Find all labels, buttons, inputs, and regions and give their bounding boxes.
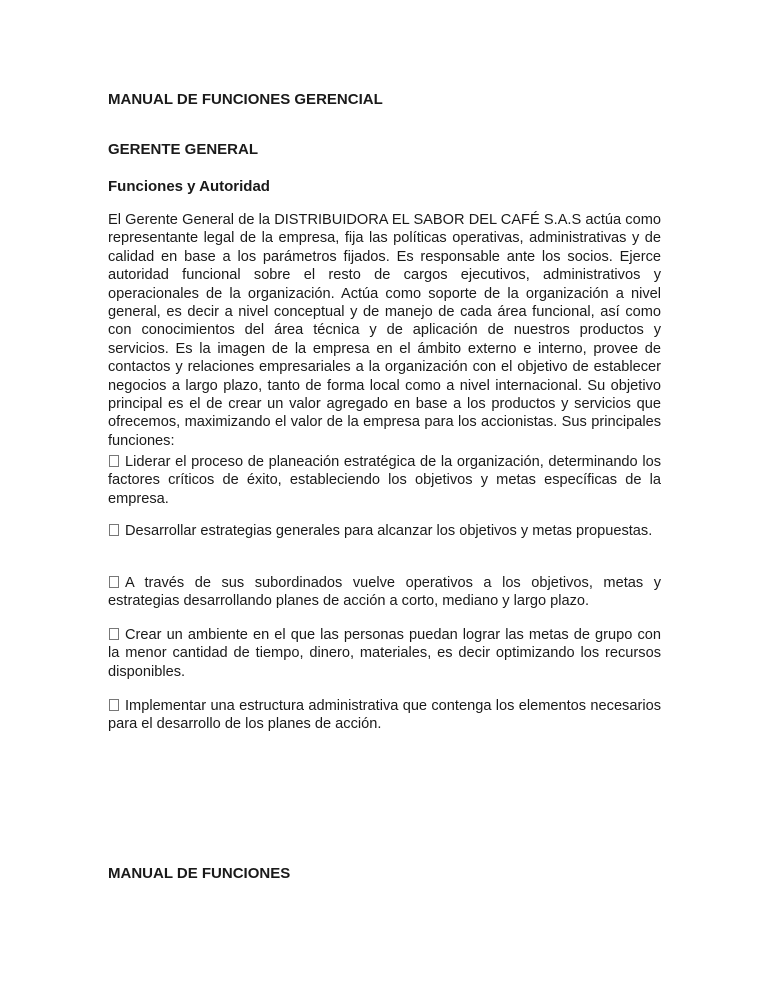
- function-text: Crear un ambiente en el que las personas puedan lograr las metas de grupo con la menor cantidad de tiempo, dinero, materiales, es decir optimizando los recursos disponibles.: [108, 627, 661, 680]
- bullet-glyph-icon: [109, 628, 119, 640]
- function-text: Desarrollar estrategias generales para alcanzar los objetivos y metas propuestas.: [125, 523, 653, 539]
- bullet-glyph-icon: [109, 455, 119, 467]
- role-heading: GERENTE GENERAL: [108, 141, 259, 158]
- function-item: [108, 453, 661, 508]
- next-section-heading: MANUAL DE FUNCIONES: [108, 865, 291, 882]
- bullet-glyph-icon: [109, 524, 119, 536]
- bullet-glyph-icon: [109, 699, 119, 711]
- function-item: [108, 697, 661, 734]
- function-text: A través de sus subordinados vuelve operativos a los objetivos, metas y estrategias desarrollando planes de acción a corto, mediano y largo plazo.: [108, 575, 661, 610]
- function-item: [108, 574, 661, 611]
- document-title: MANUAL DE FUNCIONES GERENCIAL: [108, 91, 383, 108]
- function-item: [108, 626, 661, 681]
- function-item: [108, 522, 661, 540]
- function-text: Implementar una estructura administrativa que contenga los elementos necesarios para el desarrollo de los planes de acción.: [108, 698, 661, 733]
- function-text: Liderar el proceso de planeación estratégica de la organización, determinando los factores críticos de éxito, estableciendo los objetivos y metas específicas de la empresa.: [108, 454, 661, 507]
- section-heading: Funciones y Autoridad: [108, 178, 270, 195]
- intro-paragraph: El Gerente General de la DISTRIBUIDORA EL SABOR DEL CAFÉ S.A.S actúa como representante legal de la empresa, fija las políticas operativas, administrativas y de calidad en base a los parámetros fijados. Es responsable ante los socios. Ejerce autoridad funcional sobre el resto de cargos ejecutivos, administrativos y operacionales de la organización. Actúa como soporte de la organización a nivel general, es decir a nivel conceptual y de manejo de cada área funcional, así como con conocimientos del área técnica y de aplicación de nuestros productos y servicios. Es la imagen de la empresa en el ámbito externo e interno, provee de contactos y relaciones empresariales a la organización con el objetivo de establecer negocios a largo plazo, tanto de forma local como a nivel internacional. Su objetivo principal es el de crear un valor agregado en base a los productos y servicios que ofrecemos, maximizando el valor de la empresa para los accionistas. Sus principales funciones:: [108, 212, 661, 449]
- bullet-glyph-icon: [109, 576, 119, 588]
